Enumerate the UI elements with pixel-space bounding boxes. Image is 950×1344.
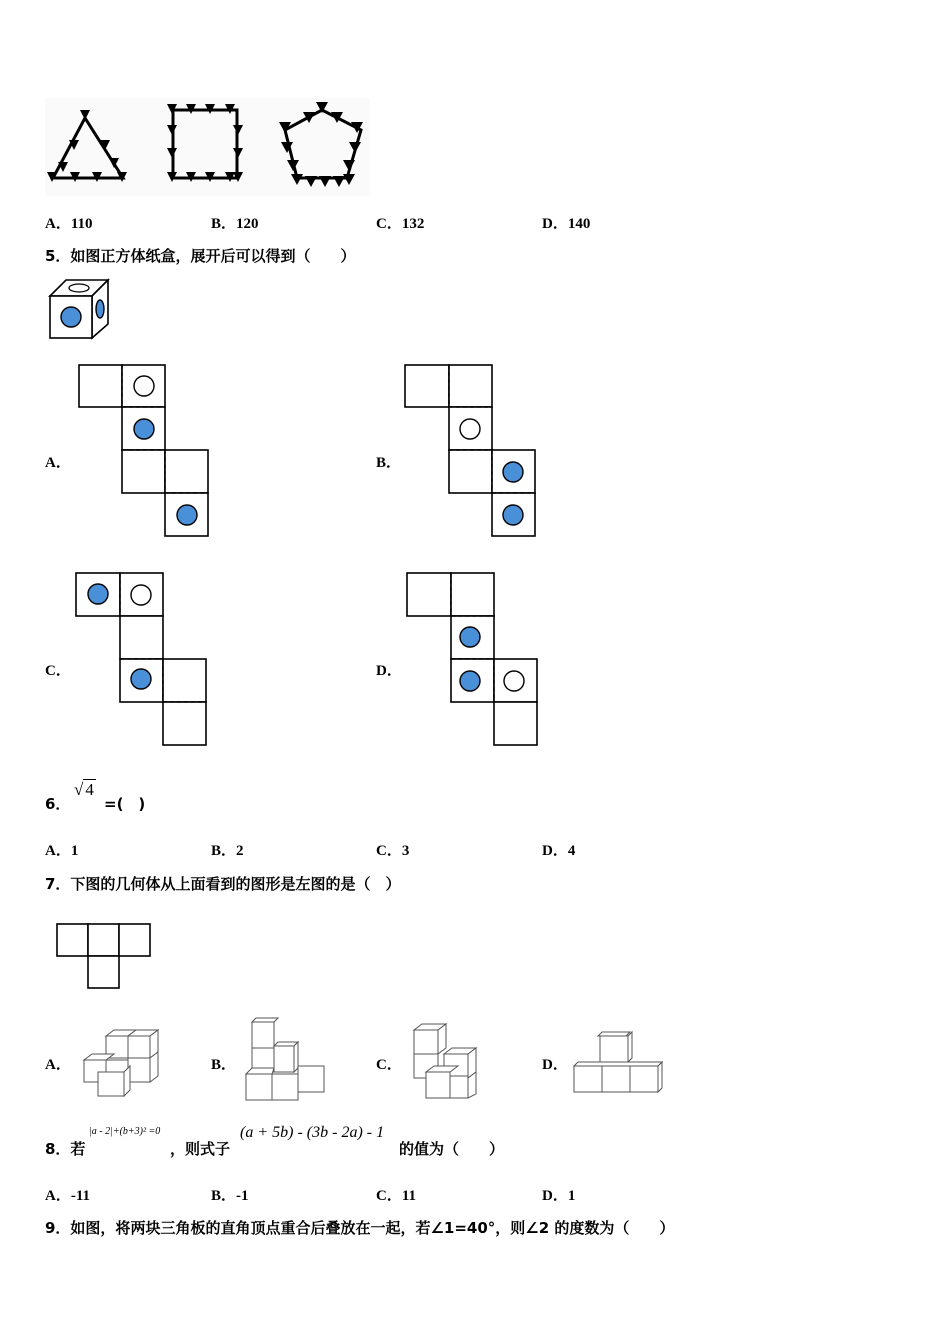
option-letter: A． [45, 843, 71, 859]
q8-option-b[interactable] [211, 1184, 249, 1205]
option-letter: D． [542, 216, 568, 232]
q7-option-a-label[interactable]: A． [45, 1057, 71, 1073]
q8-option-d[interactable] [542, 1184, 575, 1205]
option-letter: A． [45, 216, 71, 232]
q5-option-d-net[interactable] [406, 572, 540, 747]
option-letter: B． [211, 843, 237, 859]
option-letter: C． [376, 843, 402, 859]
q8-middle: ，则式子 [170, 1140, 231, 1158]
option-value: 3 [401, 843, 410, 859]
option-letter: D． [542, 843, 568, 859]
q5-option-b-net[interactable] [404, 364, 538, 538]
q8-option-c[interactable] [376, 1184, 416, 1205]
q5-option-b-label[interactable]: B． [376, 455, 402, 471]
q5-option-d-label[interactable]: D． [376, 663, 402, 679]
option-letter: C． [376, 216, 402, 232]
q8-condition: |a - 2|+(b+3)² =0 [89, 1126, 161, 1137]
q7-option-c-label[interactable]: C． [376, 1057, 402, 1073]
q7-question-text: 7．下图的几何体从上面看到的图形是左图的是（ ） [45, 875, 401, 893]
option-value: 11 [401, 1188, 417, 1204]
q5-cube-figure [48, 278, 112, 342]
q7-option-c-solid[interactable] [410, 1020, 480, 1102]
option-value: 132 [401, 216, 425, 232]
q8-expression: (a + 5b) - (3b - 2a) - 1 [240, 1124, 385, 1141]
q8-option-a[interactable] [45, 1184, 90, 1205]
q6-option-a[interactable] [45, 839, 78, 860]
q6-sqrt-expression [74, 780, 96, 800]
q8-number: 8．若 [45, 1140, 86, 1158]
q5-option-a-net[interactable] [78, 364, 210, 538]
q8-tail: 的值为（ ） [399, 1140, 505, 1158]
option-letter: B． [211, 1188, 237, 1204]
q4-option-c[interactable] [376, 212, 424, 233]
option-letter: C． [376, 1188, 402, 1204]
q6-option-d[interactable] [542, 839, 575, 860]
q6-radicand: 4 [85, 780, 94, 799]
q6-option-b[interactable] [211, 839, 244, 860]
q5-question-text: 5．如图正方体纸盒，展开后可以得到（ ） [45, 247, 356, 265]
option-value: 140 [567, 216, 591, 232]
option-value: -11 [70, 1188, 91, 1204]
q5-option-c-label[interactable]: C． [45, 663, 71, 679]
q4-pattern-figure [45, 98, 370, 196]
option-value: 1 [567, 1188, 576, 1204]
option-letter: A． [45, 1188, 71, 1204]
q7-option-d-solid[interactable] [572, 1030, 664, 1094]
q7-option-a-solid[interactable] [80, 1026, 164, 1098]
q6-tail: =( ) [104, 795, 146, 813]
q6-number: 6． [45, 795, 71, 813]
q7-option-d-label[interactable]: D． [542, 1057, 568, 1073]
q4-option-d[interactable] [542, 212, 590, 233]
option-letter: D． [542, 1188, 568, 1204]
q7-option-b-label[interactable]: B． [211, 1057, 237, 1073]
q6-option-c[interactable] [376, 839, 409, 860]
q4-option-b[interactable] [211, 212, 259, 233]
option-value: -1 [236, 1188, 249, 1204]
option-value: 120 [236, 216, 259, 232]
option-value: 1 [70, 843, 79, 859]
option-letter: B． [211, 216, 237, 232]
option-value: 110 [70, 216, 93, 232]
option-value: 2 [236, 843, 244, 859]
q7-option-b-solid[interactable] [242, 1016, 328, 1102]
q5-option-a-label[interactable]: A． [45, 455, 71, 471]
q4-option-a[interactable] [45, 212, 93, 233]
q9-question-text: 9．如图，将两块三角板的直角顶点重合后叠放在一起，若∠1=40°，则∠2 的度数为（ ） [45, 1219, 675, 1237]
sqrt-icon: √ [74, 780, 84, 799]
q5-option-c-net[interactable] [75, 572, 209, 747]
option-value: 4 [567, 843, 576, 859]
q7-top-view-figure [55, 922, 153, 990]
